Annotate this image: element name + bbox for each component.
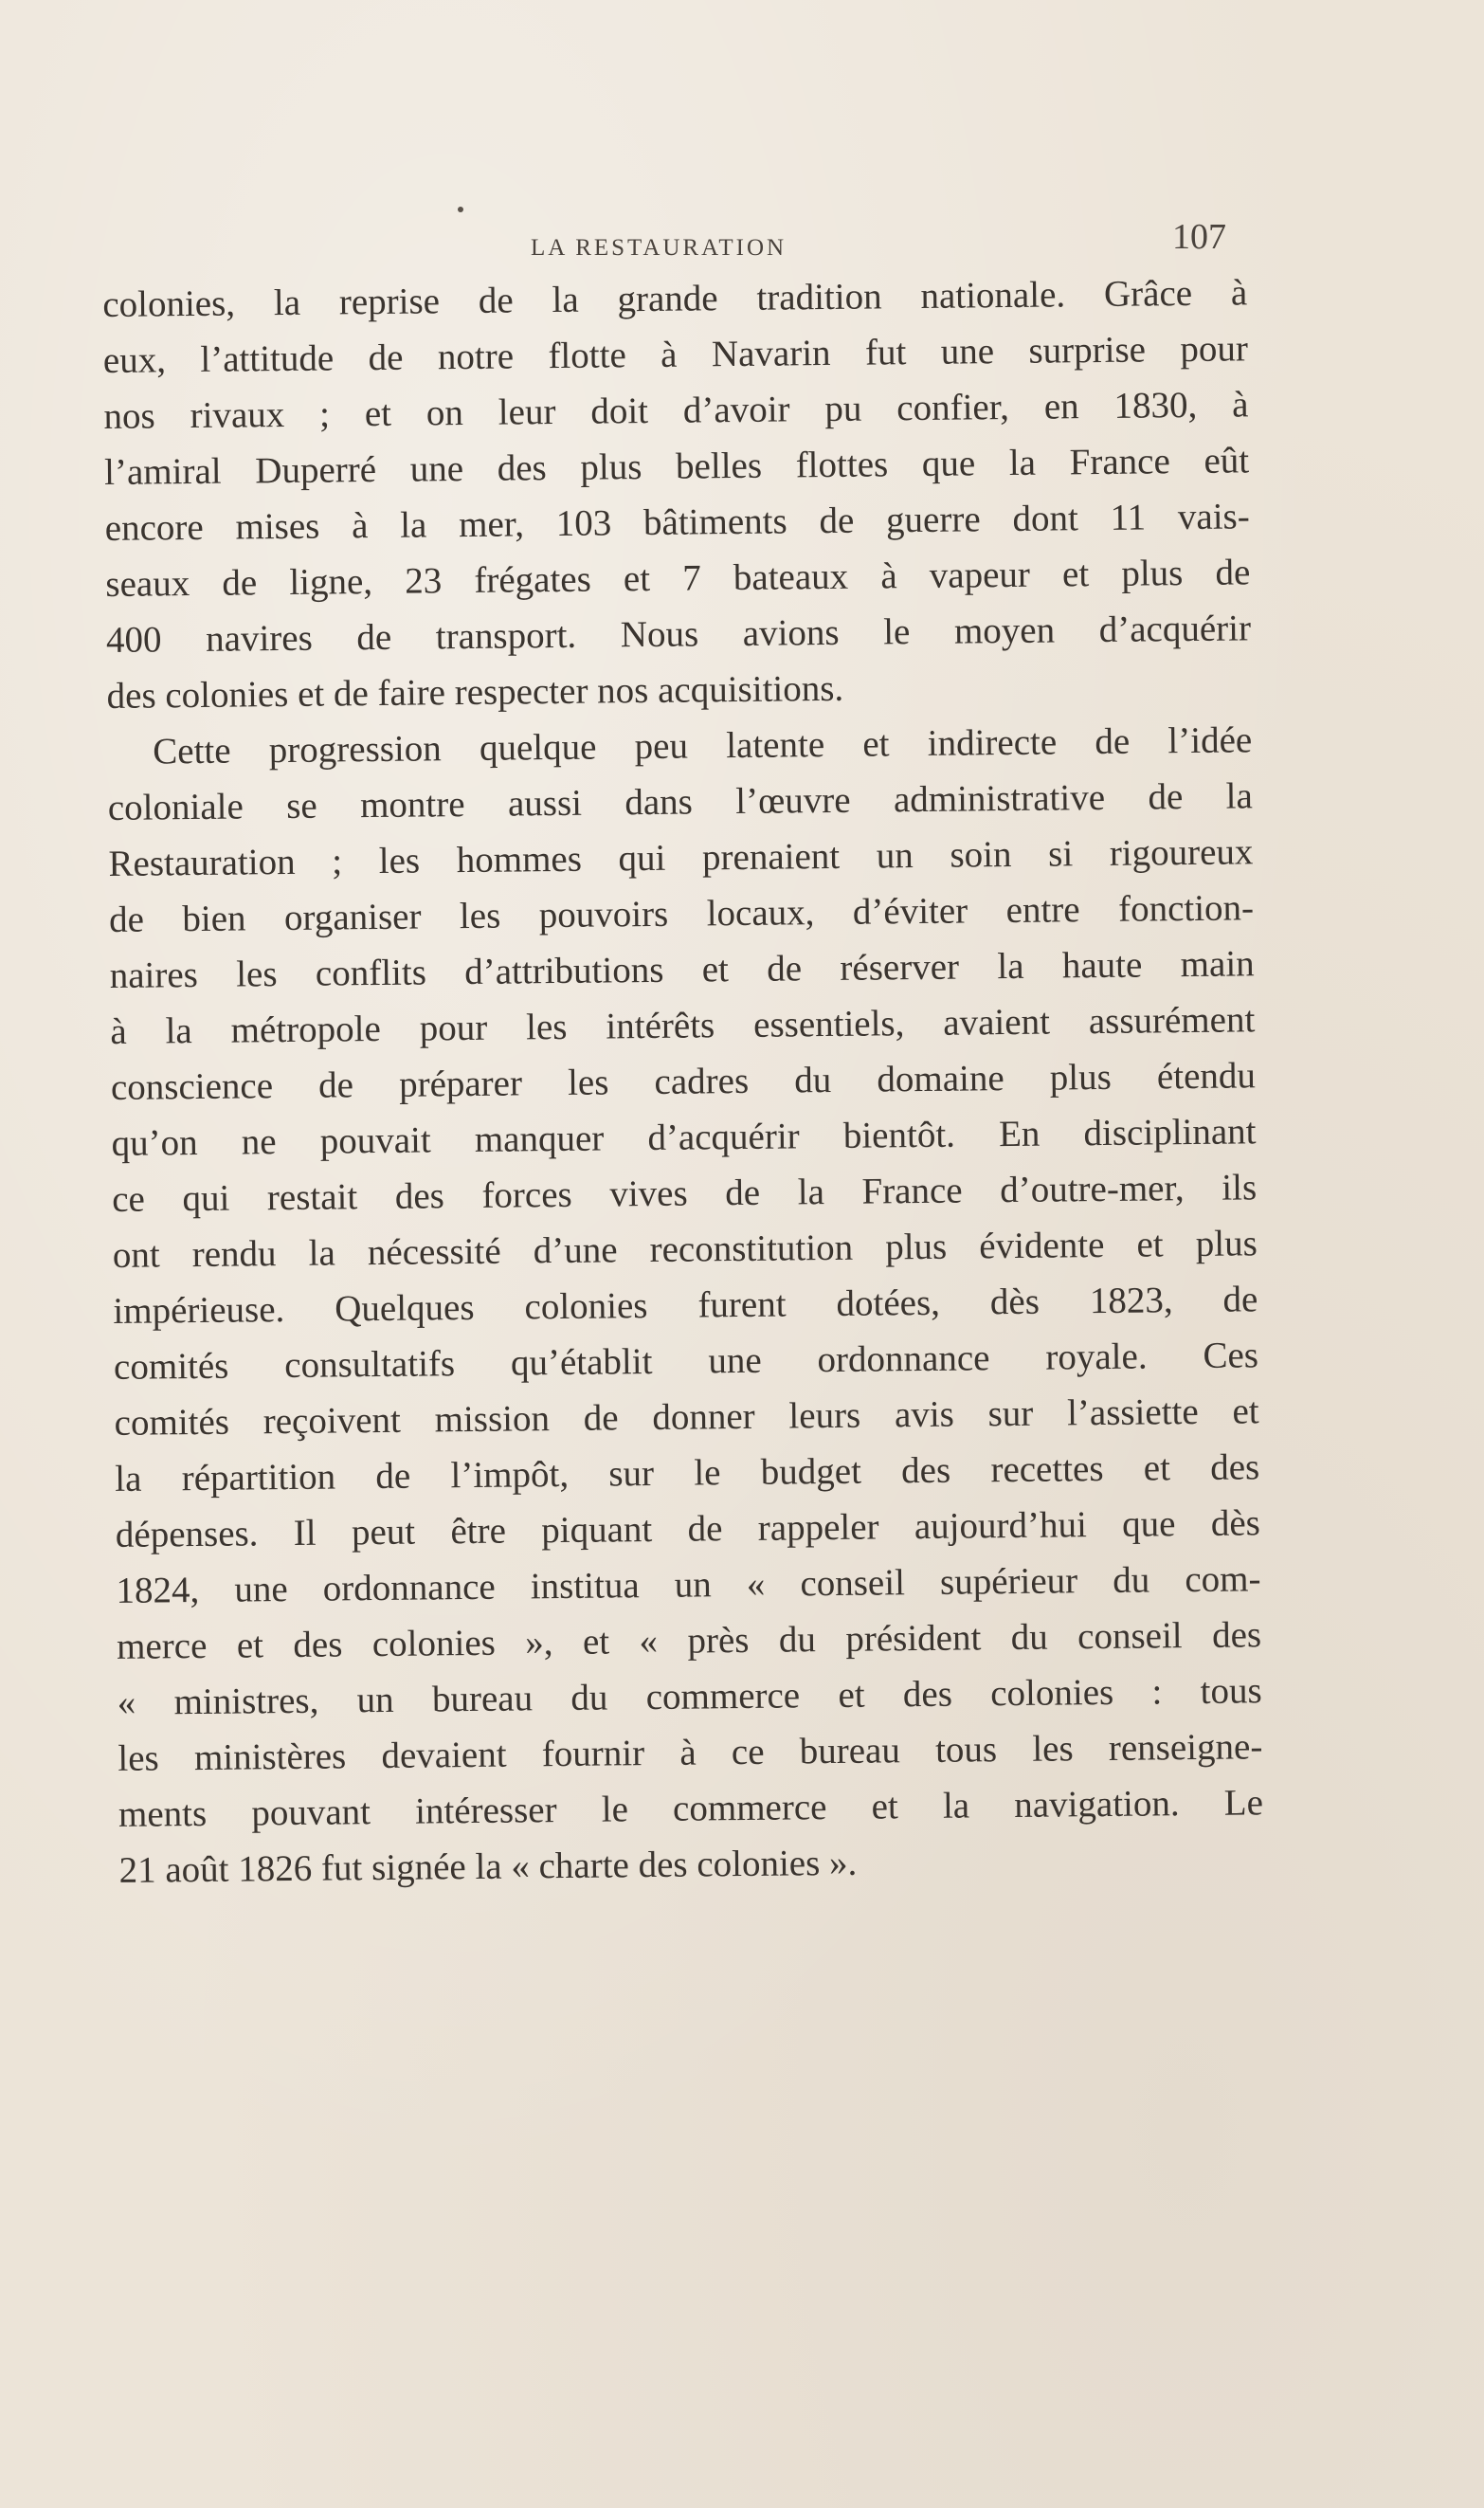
text-line: seaux de ligne, 23 frégates et 7 bateaux à vapeur et plus de — [105, 552, 1251, 605]
text-line: la répartition de l’impôt, sur le budget des recettes et des — [115, 1446, 1260, 1499]
text-line: l’amiral Duperré une des plus belles flottes que la France eût — [103, 440, 1250, 493]
text-line: dépenses. Il peut être piquant de rappeler aujourd’hui que dès — [115, 1502, 1261, 1555]
text-line: eux, l’attitude de notre flotte à Navarin fut une surprise pour — [102, 328, 1249, 381]
text-line: ments pouvant intéresser le commerce et la navigation. Le — [118, 1782, 1264, 1835]
text-line: conscience de préparer les cadres du domaine plus étendu — [110, 1055, 1257, 1108]
text-line: des colonies et de faire respecter nos acquisitions. — [106, 667, 844, 717]
text-line: les ministères devaient fournir à ce bureau tous les renseigne- — [118, 1726, 1263, 1779]
text-line: 400 navires de transport. Nous avions le moyen d’acquérir — [105, 608, 1252, 661]
text-line: qu’on ne pouvait manquer d’acquérir bientôt. En disciplinant — [111, 1111, 1257, 1164]
text-line: naires les conflits d’attributions et de réserver la haute main — [109, 943, 1255, 996]
text-line: colonies, la reprise de la grande tradition nationale. Grâce à — [102, 272, 1248, 325]
text-line: Cette progression quelque peu latente et indirecte de l’idée — [153, 719, 1253, 772]
text-line: ont rendu la nécessité d’une reconstitution plus évidente et plus — [112, 1223, 1258, 1276]
ink-dot — [458, 207, 463, 212]
running-head: LA RESTAURATION — [531, 235, 787, 261]
text-line: ce qui restait des forces vives de la France d’outre-mer, ils — [111, 1167, 1258, 1220]
text-line: à la métropole pour les intérêts essentiels, avaient assurément — [110, 999, 1256, 1052]
text-line: de bien organiser les pouvoirs locaux, d’éviter entre fonction- — [108, 887, 1255, 940]
text-line: impérieuse. Quelques colonies furent dotées, dès 1823, de — [113, 1279, 1258, 1332]
text-line: comités consultatifs qu’établit une ordonnance royale. Ces — [113, 1335, 1259, 1388]
text-line: merce et des colonies », et « près du président du conseil des — [116, 1614, 1262, 1667]
page-header — [104, 216, 1241, 273]
body-text — [102, 264, 1264, 1899]
text-line: « ministres, un bureau du commerce et des colonies : tous — [117, 1670, 1262, 1723]
text-line: encore mises à la mer, 103 bâtiments de guerre dont 11 vais- — [104, 496, 1250, 549]
page-number: 107 — [1172, 217, 1226, 257]
text-line: 1824, une ordonnance institua un « conseil supérieur du com- — [116, 1558, 1261, 1611]
text-line: nos rivaux ; et on leur doit d’avoir pu confier, en 1830, à — [103, 384, 1249, 437]
text-line: coloniale se montre aussi dans l’œuvre administrative de la — [107, 775, 1254, 828]
text-line: 21 août 1826 fut signée la « charte des colonies ». — [118, 1842, 858, 1891]
text-line: Restauration ; les hommes qui prenaient un soin si rigoureux — [108, 831, 1254, 884]
text-line: comités reçoivent mission de donner leurs avis sur l’assiette et — [114, 1390, 1259, 1444]
